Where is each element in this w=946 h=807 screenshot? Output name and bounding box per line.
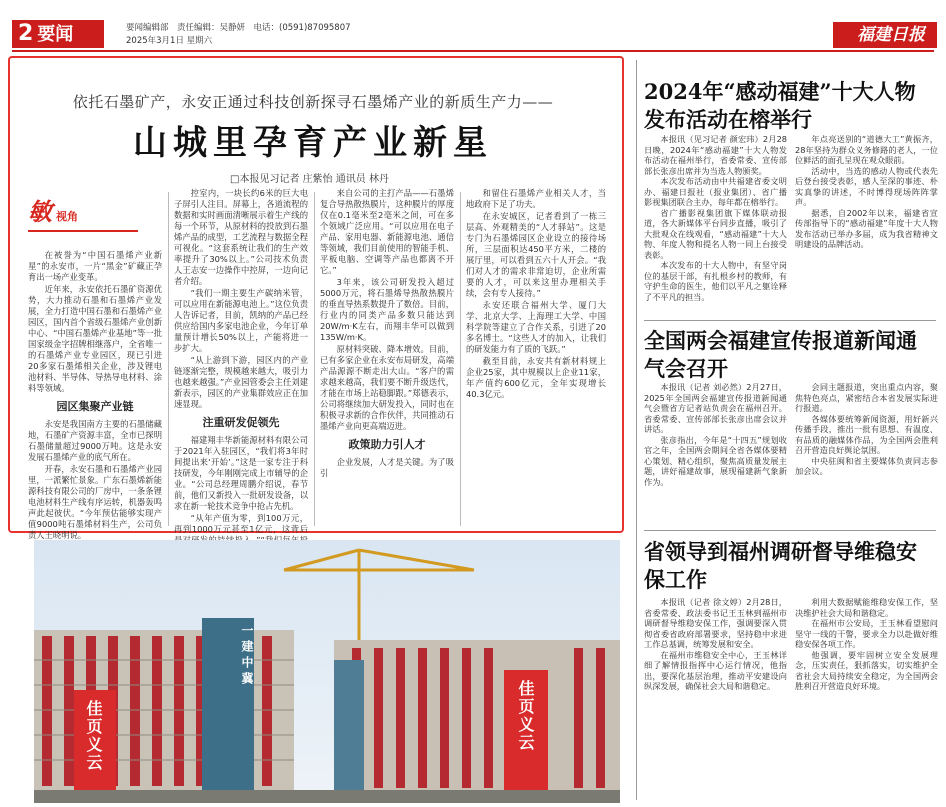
right-article-divider (644, 530, 936, 531)
column-label-big: 敏 (28, 197, 52, 226)
right-headline-1: 2024年“感动福建”十大人物发布活动在榕举行 (644, 79, 916, 132)
subheading: 注重研发促领先 (202, 416, 280, 429)
article-col-1 (28, 250, 162, 540)
paragraph: 本报讯（见习记者 颜宏玮）2月28日晚，2024年“感动福建”十大人物发布活动在福州举行，省委常委、宣传部部长张彦出席并为当选人物颁奖。 (644, 134, 787, 176)
paragraph: 在福州市维稳安全中心，王玉林详细了解情报指挥中心运行情况，他指出，要深化基层治理，推动平安建设向纵深发展，确保社会大局和谐稳定。 (644, 649, 787, 691)
page-number: 2 (18, 21, 34, 46)
paragraph: 原材料突破、降本增效。目前，已有多家企业在永安布局研发，高端产品源源不断走出大山。“客户的需求越来越高，我们要不断升级迭代，才能在市场上站稳脚跟。”郑德表示，公司将继续加大研发投入，同时也在积极寻求新的合作伙伴，共同推动石墨烯产业向更高端迈进。 (320, 344, 454, 431)
right-article-2-col-1 (644, 382, 787, 487)
paragraph: 各媒体要统筹新闻资源，用好新兴传播手段，推出一批有思想、有温度、有品质的融媒体作品，为全国两会胜利召开营造良好舆论氛围。 (795, 413, 938, 455)
paragraph: 截至目前，永安共有新材料规上企业25家，其中规模以上企业11家，年产值约600亿元，全年实现增长40.3亿元。 (466, 356, 606, 399)
paragraph: 张彦指出，今年是“十四五”规划收官之年，全国两会期间全省各媒体要精心策划、精心组织，聚焦高质量发展主题，讲好福建故事，展现福建新气象新作为。 (644, 434, 787, 487)
article-col-4 (466, 188, 606, 508)
paragraph: 本次发布的十大人物中，有坚守岗位的基层干部，有扎根乡村的教师，有守护生命的医生，他们以平凡之躯诠释了不平凡的担当。 (644, 260, 787, 302)
right-article-3-col-1 (644, 597, 787, 692)
paragraph: 福建翔丰华新能源材料有限公司于2021年入驻园区，“我们将3年时间提出来‘开始’。”这是一家专注于科技研发，今年刚刚完成上市辅导的企业。“公司总经理周鹏介绍说，春节前，他们又新投入一批研发设备，以求在新一轮技术竞争中抢占先机。 (174, 435, 308, 511)
paragraph: 和留住石墨烯产业相关人才，当地政府下足了功夫。 (466, 188, 606, 209)
right-article-1-col-1 (644, 134, 787, 302)
paragraph: 本次发布活动由中共福建省委文明办、福建日报社（报业集团）、省广播影视集团联合主办，每年都在榕举行。 (644, 176, 787, 207)
paragraph: 永安是我国南方主要的石墨储藏地，石墨矿产资源丰富，全市已探明石墨储量超过9000万吨。这是永安发展石墨烯产业的底气所在。 (28, 419, 162, 462)
paragraph: 本报讯（记者 徐文婷）2月28日，省委常委、政法委书记王玉林到福州市调研督导维稳安保工作，强调要深入贯彻省委省政府部署要求，坚持稳中求进工作总基调，统筹发展和安全。 (644, 597, 787, 649)
paragraph: 本报讯（记者 刘必然）2月27日，2025年全国两会福建宣传报道新闻通气会暨省方记者站负责会在福州召开。省委常委、宣传部部长张彦出席会议并讲话。 (644, 382, 787, 434)
construction-photo (34, 540, 620, 803)
paragraph: “从年产值为零，到100万元，再到1000万元甚至1亿元，这背后 (174, 513, 308, 534)
section-name: 要闻 (37, 24, 74, 45)
paragraph: 会同主题报道，突出重点内容，聚焦特色亮点，紧密结合本省发展实际进行报道。 (795, 382, 938, 413)
newspaper-logo: 福建日报 (857, 25, 925, 45)
header-rule (12, 50, 934, 52)
paragraph: 企业发展，人才是关键。为了吸引 (320, 457, 454, 478)
paragraph: 利用大数据赋能维稳安保工作，坚决维护社会大局和谐稳定。 (795, 597, 938, 618)
column-separator (460, 192, 461, 526)
paragraph: 控室内，一块长约6米的巨大电子屏引人注目。屏幕上，各道流程的数据和实时画面清晰展示着生产线的每一个环节，从原材料的投放到石墨烯产品的成型，工艺流程与数据全程可视化。“这套系统让我们的生产效率提升了30%以上。”公司技术负责人王志安一边操作中控屏，一边向记者介绍。 (174, 188, 308, 286)
article-byline: □本报见习记者 庄紫怡 通讯员 林丹 (230, 174, 389, 185)
right-headline-3: 省领导到福州调研督导维稳安保工作 (644, 539, 917, 592)
paragraph: “从上游到下游，园区内的产业链逐渐完整，规模越来越大，吸引力也越来越强。”产业园管委会主任刘建新表示，园区的产业集群效应正在加速显现。 (174, 355, 308, 409)
paragraph: 据悉，自2002年以来，福建省宣传部指导下的“感动福建”年度十大人物发布活动已举办多届，成为我省精神文明建设的品牌活动。 (795, 207, 938, 249)
paragraph: 省广播影视集团旗下媒体联动报道，各大新媒体平台同步直播，吸引了大批观众在线观看，“感动福建”十大人物、年度人物和提名人物一同上台接受表彰。 (644, 207, 787, 260)
editor-line: 要闻编辑部 责任编辑：吴静妍 电话：(0591)87095807 (126, 23, 351, 33)
article-col-2 (174, 188, 308, 534)
paragraph: 在被誉为“中国石墨烯产业新星”的永安市，一片“黑金”矿藏正孕育出一场产业变革。 (28, 250, 162, 282)
article-kicker: 依托石墨矿产，永安正通过科技创新探寻石墨烯产业的新质生产力—— (72, 93, 554, 111)
date-line: 2025年3月1日 星期六 (126, 36, 213, 46)
paragraph: 3年来，该公司研发投入超过5000万元，将石墨烯导热散热膜片的垂直导热系数提升了数倍。目前，行业内的同类产品多数只能达到20W/m·K左右，而翔丰华可以做到135W/m·K。 (320, 277, 454, 342)
column-label-small: 视角 (56, 210, 78, 223)
paragraph: 在福州市公安局，王玉林看望慰问坚守一线的干警，要求全力以赴做好维稳安保各项工作。 (795, 618, 938, 649)
right-column-separator (636, 60, 637, 800)
paragraph: “我们一期主要生产碳纳米管，可以应用在新能源电池上。”这位负责人告诉记者，目前，凯纳的产品已经供应给国内多家电池企业，今年订单量预计增长50%以上，产能将进一步扩大。 (174, 288, 308, 353)
right-article-1-col-2 (795, 134, 938, 250)
paragraph: 开春，永安石墨和石墨烯产业园里，一派繁忙景象。广东石墨烯新能源科技有限公司的厂房中，一条条锂电池材料生产线有序运转，机器轰鸣声此起彼伏。“今年预估能够实现产值9000吨石墨烯材料生产，公司负责人王晓明说。 (28, 464, 162, 540)
paragraph: 在永安城区，记者看到了一栋三层高、外观精美的“人才驿站”。这是专门为石墨烯园区企业设立的接待场所，三层面积达450平方米，二楼的展厅里，可以看到五六十人开会。“我们对人才的需求非常迫切，企业所需要的人才，可以来这里办理相关手续，会有专人接待。” (466, 211, 606, 298)
paragraph: 他强调，要牢固树立安全发展理念，压实责任，狠抓落实，切实维护全省社会大局持续安全稳定，为全国两会胜利召开营造良好环境。 (795, 649, 938, 691)
construction-photo-svg (34, 540, 620, 803)
subheading: 政策助力引人才 (348, 438, 426, 451)
article-columns (28, 188, 613, 540)
right-article-2 (644, 382, 938, 522)
paragraph: 来自公司的主打产品——石墨烯复合导热散热膜片，这种膜片的厚度仅在0.1毫米至2毫米之间，可在多个领域广泛应用。“可以应用在电子产品、家用电器、新能源电池、通信等领域，我们目前使用的智能手机、平板电脑、空调等产品也都离不开它。” (320, 188, 454, 275)
page-number-badge (12, 20, 104, 48)
right-article-divider (644, 320, 936, 321)
paragraph: 年点亮送别的“道德大工”黄振齐，28年坚持为群众义务修路的老人，一位位鲜活的面孔呈现在观众眼前。 (795, 134, 938, 165)
paragraph: 活动中，当选的感动人物或代表先后登台接受表彰，感人至深的事迹、朴实真挚的讲述，不时博得现场阵阵掌声。 (795, 165, 938, 207)
photo-banner-right: 佳页义云 (516, 680, 535, 752)
photo-banner-left: 佳页义云 (84, 700, 103, 772)
right-article-3-col-2 (795, 597, 938, 692)
column-separator (314, 192, 315, 526)
header-meta (126, 22, 351, 48)
article-headline: 山城里孕育产业新星 (133, 123, 493, 163)
right-article-1 (644, 134, 938, 314)
paragraph: 中央驻闽和省主要媒体负责同志参加会议。 (795, 455, 938, 476)
right-headline-2: 全国两会福建宣传报道新闻通气会召开 (644, 328, 917, 381)
article-col-3 (320, 188, 454, 528)
photo-sign-text: 一建中冀 (240, 624, 254, 688)
right-article-2-col-2 (795, 382, 938, 477)
subheading: 园区集聚产业链 (56, 400, 134, 413)
paragraph: 永安还联合福州大学、厦门大学、北京大学、上海理工大学、中国科学院等建立了合作关系，引进了20多名博士。“这些人才的加入，让我们的研发能力有了质的飞跃。” (466, 300, 606, 354)
paragraph: 近年来，永安依托石墨矿资源优势，大力推动石墨和石墨烯产业发展，全力打造中国石墨和石墨烯产业园区，国内首个省级石墨烯产业创新中心、“中国石墨烯产业基地”等一批国家级金字招牌相继落户，全省唯一的石墨烯产业专业园区，现已引进20多家石墨烯相关企业，涉及锂电池材料、半导体、导热导电材料、涂料等领域。 (28, 284, 162, 393)
column-separator (168, 192, 169, 526)
right-article-3 (644, 597, 938, 803)
